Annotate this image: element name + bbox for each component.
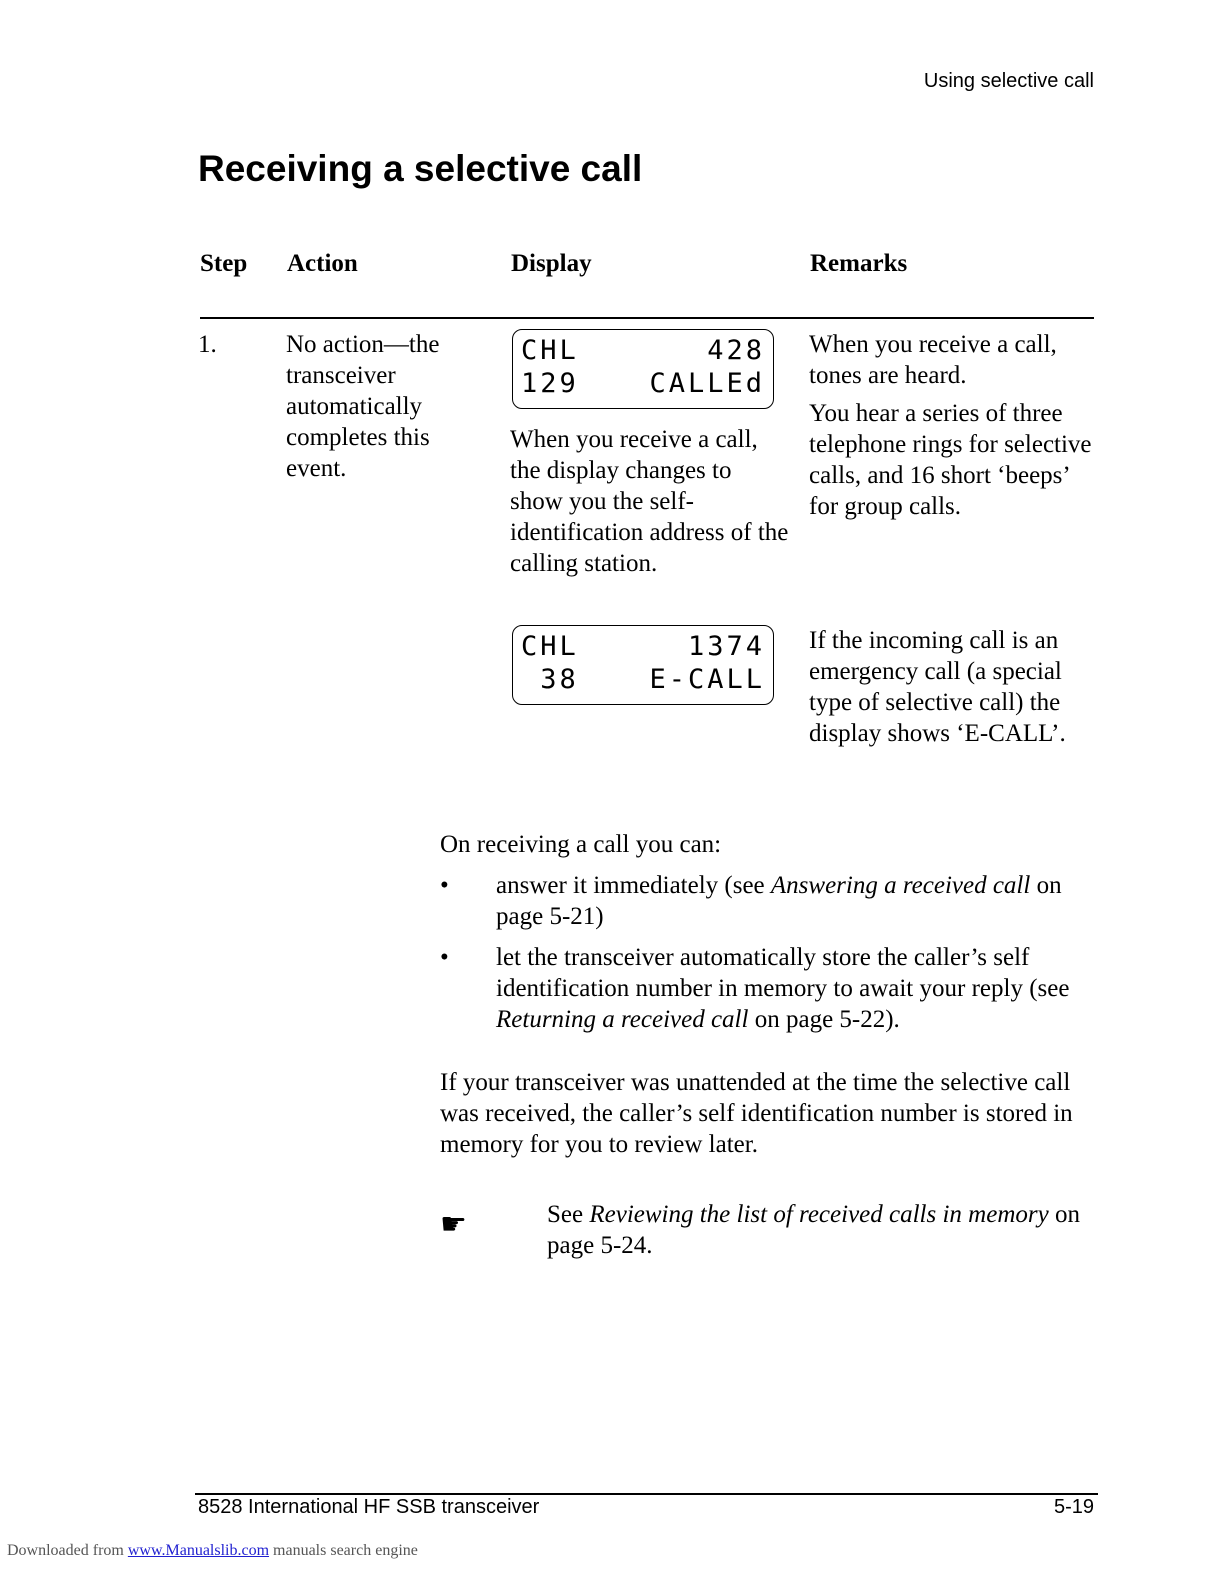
bullet-icon: •	[440, 872, 449, 899]
bullet-icon: •	[440, 944, 449, 971]
lcd-display-called	[512, 329, 774, 409]
bullet-text: answer it immediately (see	[496, 872, 771, 899]
remark-emergency: If the incoming call is an emergency call (a special type of selective call) the display shows ‘E-CALL’.	[809, 627, 1066, 747]
bullet-text: on page 5-21)	[496, 872, 1062, 930]
options-list	[440, 870, 1105, 1045]
download-suffix: manuals search engine	[269, 1542, 418, 1559]
table-header-rule	[200, 317, 1094, 319]
list-item	[440, 942, 1105, 1035]
lcd-line2-right: E-CALL	[649, 664, 765, 695]
unattended-paragraph: If your transceiver was unattended at the time the selective call was received, the caller’s self identification number is stored in memory for you to review later.	[440, 1069, 1073, 1158]
cross-reference: Reviewing the list of received calls in memory	[589, 1201, 1049, 1228]
column-header-display: Display	[511, 250, 592, 277]
column-header-step: Step	[200, 250, 248, 277]
footer-product-name: 8528 International HF SSB transceiver	[198, 1496, 540, 1518]
lcd-line1-right: 428	[707, 335, 765, 366]
step-action: No action—the transceiver automatically completes this event.	[286, 331, 440, 482]
footer-rule	[195, 1493, 1098, 1495]
lcd-line2-right: CALLEd	[649, 368, 765, 399]
remark-rings: You hear a series of three telephone rings for selective calls, and 16 short ‘beeps’ for group calls.	[809, 400, 1092, 520]
download-prefix: Downloaded from	[7, 1542, 128, 1559]
column-header-action: Action	[287, 250, 358, 277]
note-text: on page 5-24.	[547, 1201, 1080, 1259]
pointing-hand-icon: ☛	[440, 1208, 467, 1241]
bullet-text: on page 5-22).	[748, 1006, 900, 1033]
column-header-remarks: Remarks	[810, 250, 908, 277]
page-title: Receiving a selective call	[198, 148, 643, 189]
page-number: 5-19	[1053, 1496, 1094, 1518]
lcd-line1-left: CHL	[521, 631, 579, 662]
lcd-display-ecall	[512, 625, 774, 705]
running-header: Using selective call	[923, 70, 1094, 92]
list-item	[440, 870, 1105, 932]
lcd-line1-left: CHL	[521, 335, 579, 366]
options-intro: On receiving a call you can:	[440, 831, 722, 858]
lcd-line1-right: 1374	[687, 631, 765, 662]
download-credit	[7, 1542, 418, 1560]
display-caption: When you receive a call, the display changes to show you the self-identification address of the calling station.	[510, 426, 789, 577]
cross-reference: Answering a received call	[770, 872, 1031, 899]
cross-reference: Returning a received call	[496, 1006, 749, 1033]
lcd-line2-left: 129	[521, 368, 579, 399]
note-reference	[547, 1199, 1092, 1261]
remark-tones: When you receive a call, tones are heard.	[809, 331, 1057, 389]
note-text: See	[547, 1201, 590, 1228]
manualslib-link[interactable]: www.Manualslib.com	[127, 1542, 270, 1559]
bullet-text: let the transceiver automatically store the caller’s self identification number in memory to await your reply (see	[496, 944, 1070, 1002]
step-number: 1.	[198, 331, 217, 358]
lcd-line2-left: 38	[521, 664, 579, 695]
